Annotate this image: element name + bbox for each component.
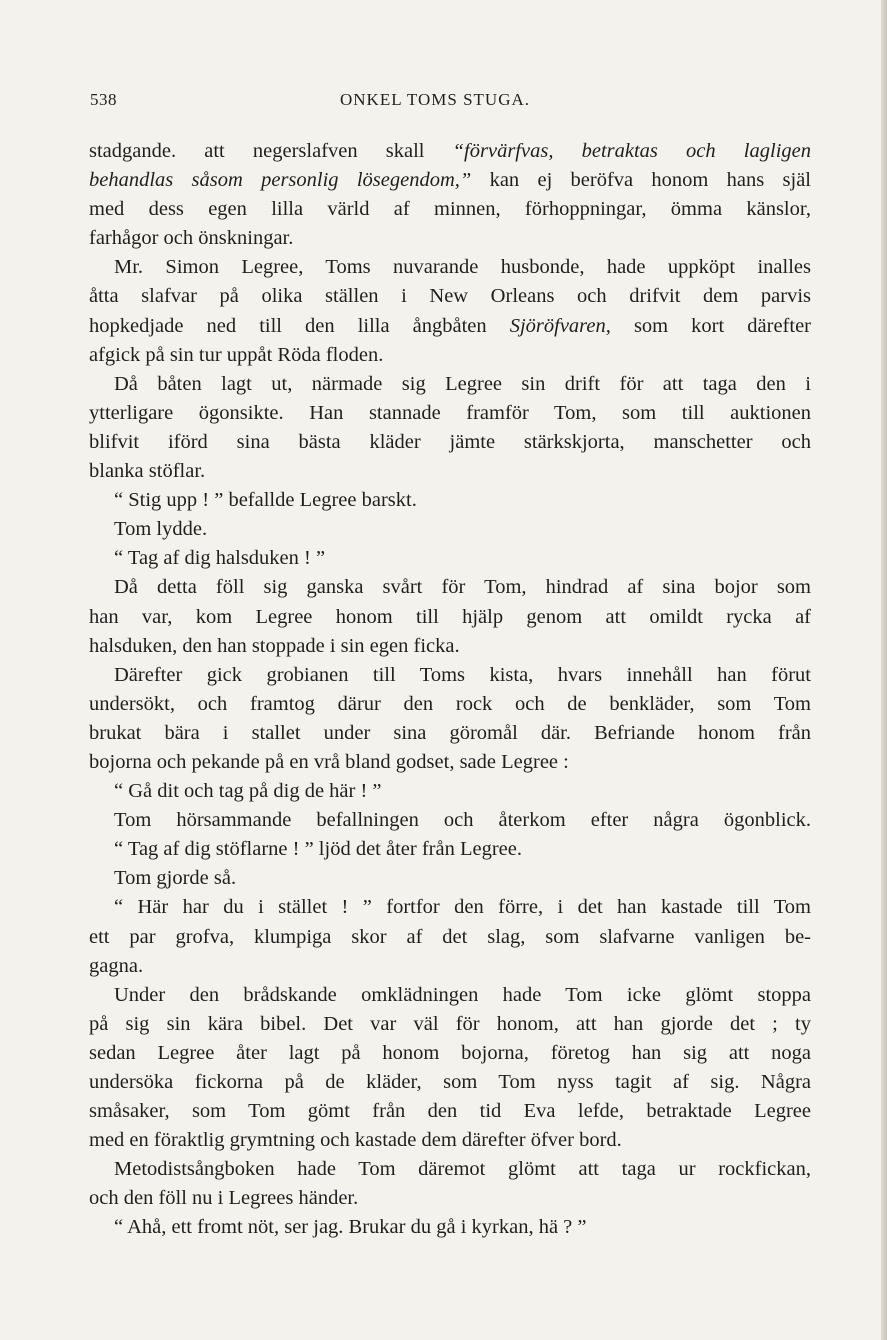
text-line: Under den brådskande omklädningen hade Tom icke glömt stoppa <box>114 983 811 1006</box>
text-line: på sig sin kära bibel. Det var väl för honom, att han gjorde det ; ty <box>89 1012 811 1035</box>
text-line: Därefter gick grobianen till Toms kista, hvars innehåll han förut <box>114 663 811 686</box>
text-line: undersökt, och framtog därur den rock och de benkläder, som Tom <box>89 692 811 715</box>
text-line: “ Ahå, ett fromt nöt, ser jag. Brukar du gå i kyrkan, hä ? ” <box>114 1216 587 1239</box>
text-line: halsduken, den han stoppade i sin egen ficka. <box>89 634 460 657</box>
text-line: ytterligare ögonsikte. Han stannade framför Tom, som till auktionen <box>89 401 811 424</box>
text-line: Metodistsångboken hade Tom däremot glömt att taga ur rockfickan, <box>114 1158 811 1181</box>
text-line: Då båten lagt ut, närmade sig Legree sin drift för att taga den i <box>114 372 811 395</box>
text-line: Tom hörsammande befallningen och återkom efter några ögonblick. <box>114 809 811 832</box>
text-line: blifvit iförd sina bästa kläder jämte stärkskjorta, manschetter och <box>89 430 811 453</box>
text-line: “ Här har du i stället ! ” fortfor den förre, i det han kastade till Tom <box>114 896 811 919</box>
text-line: Tom gjorde så. <box>114 867 237 890</box>
text-line: med en föraktlig grymtning och kastade dem därefter öfver bord. <box>89 1129 622 1152</box>
text-line: blanka stöflar. <box>89 460 206 483</box>
text-line: “ Gå dit och tag på dig de här ! ” <box>114 780 382 803</box>
text-line: åtta slafvar på olika ställen i New Orleans och drifvit dem parvis <box>89 285 811 308</box>
text-line: behandlas såsom personlig lösegendom,” kan ej beröfva honom hans själ <box>89 169 811 192</box>
page-edge-shadow <box>881 0 887 1340</box>
text-line: med dess egen lilla värld af minnen, förhoppningar, ömma känslor, <box>89 198 811 221</box>
text-line: brukat bära i stallet under sina göromål där. Befriande honom från <box>89 721 811 744</box>
text-line: “ Tag af dig stöflarne ! ” ljöd det åter från Legree. <box>114 838 522 861</box>
text-line: ett par grofva, klumpiga skor af det slag, som slafvarne vanligen be- <box>89 925 811 948</box>
text-line: farhågor och önskningar. <box>89 227 294 250</box>
text-line: Mr. Simon Legree, Toms nuvarande husbonde, hade uppköpt inalles <box>114 256 811 279</box>
page-number: 538 <box>90 90 117 109</box>
text-line: sedan Legree åter lagt på honom bojorna, företog han sig att noga <box>89 1041 811 1064</box>
text-line: “ Tag af dig halsduken ! ” <box>114 547 326 570</box>
page-header <box>90 90 790 116</box>
text-line: han var, kom Legree honom till hjälp genom att omildt rycka af <box>89 605 811 628</box>
text-line: Tom lydde. <box>114 518 208 541</box>
text-line: afgick på sin tur uppåt Röda floden. <box>89 343 384 366</box>
text-line: småsaker, som Tom gömt från den tid Eva lefde, betraktade Legree <box>89 1100 811 1123</box>
text-line: gagna. <box>89 954 144 977</box>
text-line: undersöka fickorna på de kläder, som Tom nyss tagit af sig. Några <box>89 1071 811 1093</box>
text-line: och den föll nu i Legrees händer. <box>89 1187 359 1210</box>
text-line: Då detta föll sig ganska svårt för Tom, hindrad af sina bojor som <box>114 576 811 599</box>
text-line: bojorna och pekande på en vrå bland godset, sade Legree : <box>89 750 569 773</box>
running-title: ONKEL TOMS STUGA. <box>340 90 531 109</box>
text-line: “ Stig upp ! ” befallde Legree barskt. <box>114 489 417 512</box>
body-text <box>89 137 811 1243</box>
text-line: hopkedjade ned till den lilla ångbåten Sjöröfvaren, som kort därefter <box>89 314 811 337</box>
text-line: stadgande. att negerslafven skall “förvärfvas, betraktas och lagligen <box>89 140 811 162</box>
